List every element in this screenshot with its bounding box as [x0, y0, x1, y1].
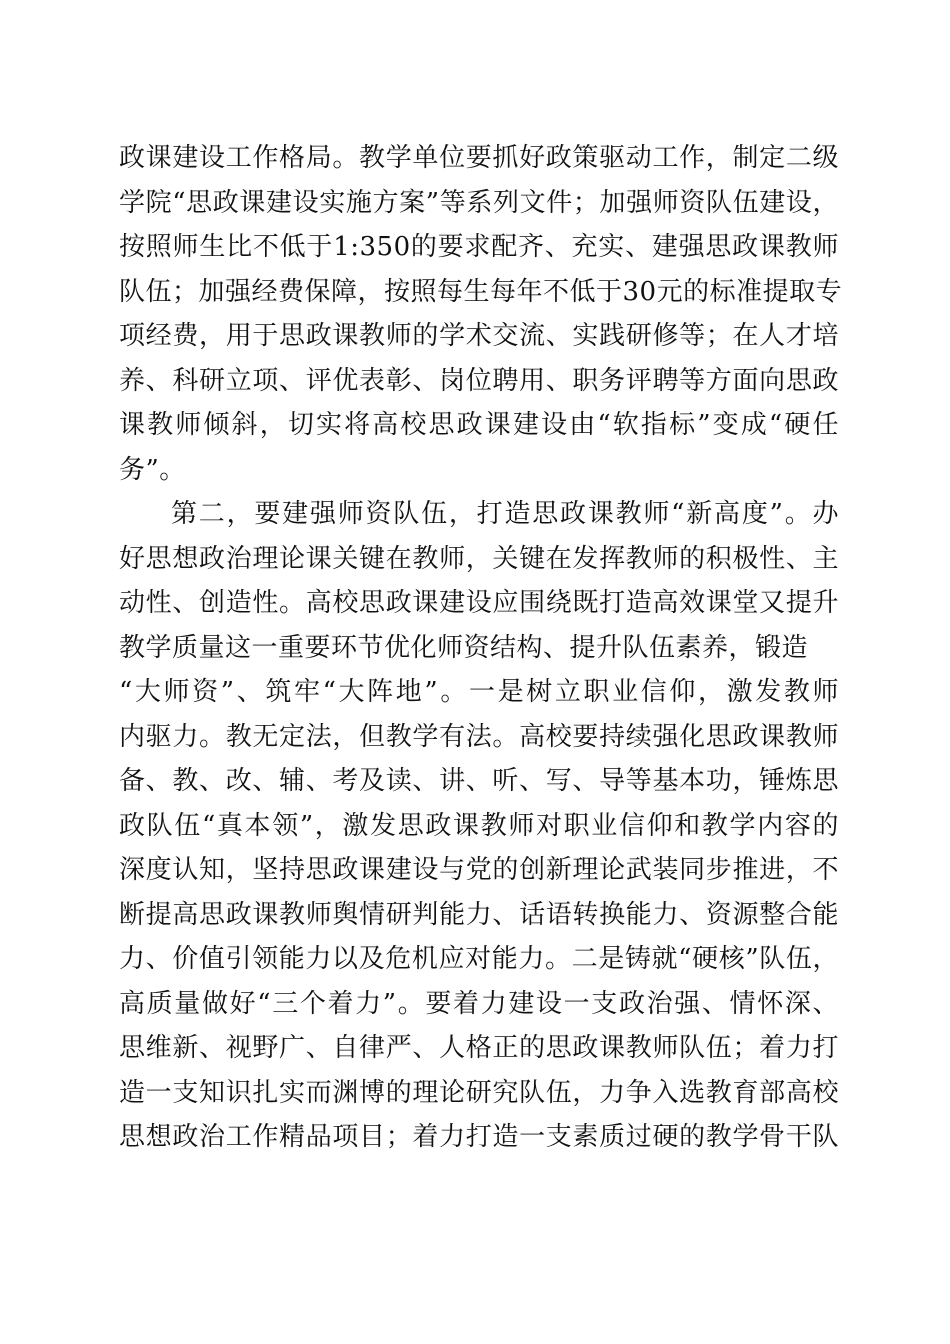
text-line: 断提高思政课教师舆情研判能力、话语转换能力、资源整合能: [119, 899, 839, 930]
text-line: 政队伍“真本领”，激发思政课教师对职业信仰和教学内容的: [119, 810, 839, 841]
text-line: 内驱力。教无定法，但教学有法。高校要持续强化思政课教师: [119, 721, 839, 752]
text-line: “大师资”、筑牢“大阵地”。一是树立职业信仰，激发教师: [119, 677, 839, 707]
text-line: 备、教、改、辅、考及读、讲、听、写、导等基本功，锤炼思: [119, 766, 839, 796]
text-line: 学院“思政课建设实施方案”等系列文件；加强师资队伍建设，: [119, 187, 839, 218]
text-line: 养、科研立项、评优表彰、岗位聘用、职务评聘等方面向思政: [119, 365, 839, 396]
text-line: 好思想政治理论课关键在教师，关键在发挥教师的积极性、主: [119, 543, 839, 574]
text-line: 按照师生比不低于1:350的要求配齐、充实、建强思政课教师: [119, 232, 839, 262]
text-line: 高质量做好“三个着力”。要着力建设一支政治强、情怀深、: [119, 988, 839, 1019]
paragraph-start-line: 第二，要建强师资队伍，打造思政课教师“新高度”。办: [171, 499, 839, 529]
text-line: 深度认知，坚持思政课建设与党的创新理论武装同步推进，不: [119, 855, 839, 885]
text-line: 思维新、视野广、自律严、人格正的思政课教师队伍；着力打: [119, 1033, 839, 1063]
text-line: 造一支知识扎实而渊博的理论研究队伍，力争入选教育部高校: [119, 1077, 839, 1108]
text-line: 教学质量这一重要环节优化师资结构、提升队伍素养，锻造: [119, 632, 809, 663]
text-line: 思想政治工作精品项目；着力打造一支素质过硬的教学骨干队: [119, 1122, 839, 1152]
body-text: [119, 136, 843, 1160]
text-line: 力、价值引领能力以及危机应对能力。二是铸就“硬核”队伍，: [119, 944, 839, 974]
text-line: 项经费，用于思政课教师的学术交流、实践研修等；在人才培: [119, 321, 839, 351]
text-line: 动性、创造性。高校思政课建设应围绕既打造高效课堂又提升: [119, 588, 839, 618]
text-line: 务”。: [119, 454, 186, 485]
text-line: 课教师倾斜，切实将高校思政课建设由“软指标”变成“硬任: [119, 410, 839, 440]
text-line: 政课建设工作格局。教学单位要抓好政策驱动工作，制定二级: [119, 143, 839, 173]
text-line: 队伍；加强经费保障，按照每生每年不低于30元的标准提取专: [119, 276, 843, 307]
